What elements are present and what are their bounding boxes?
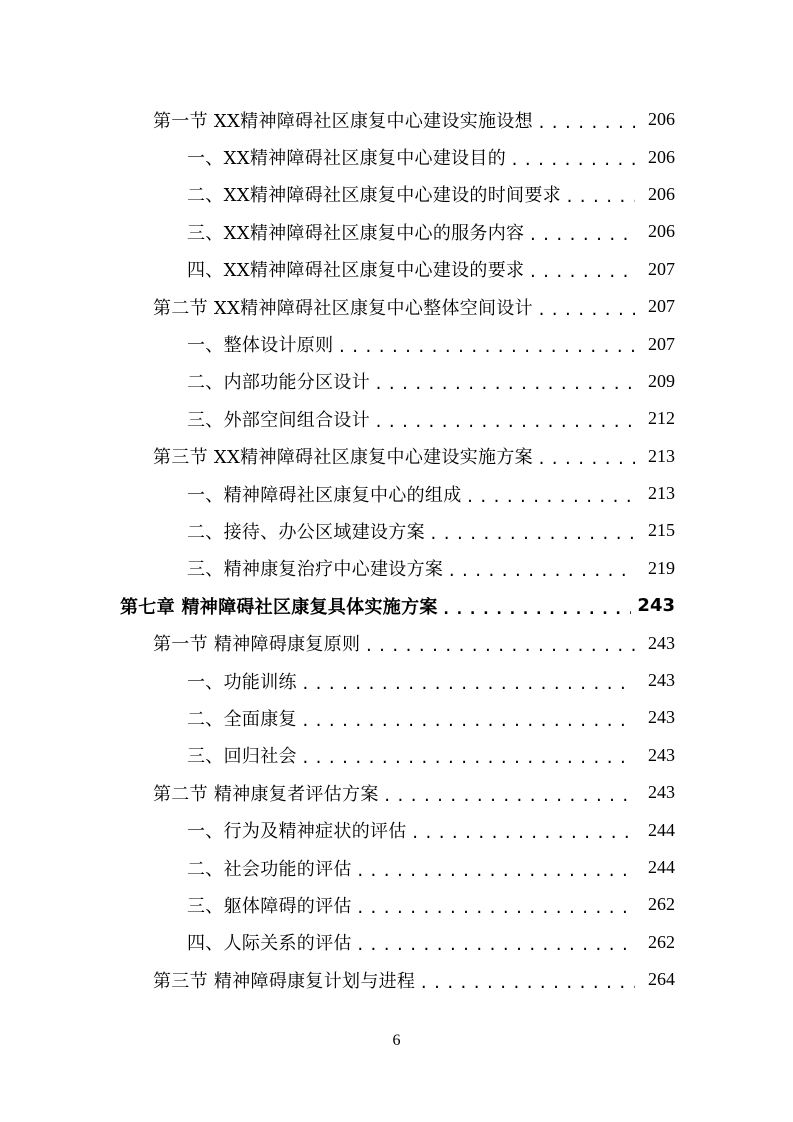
toc-entry-subsection[interactable] [0,811,793,848]
toc-entry-label: 第二节 精神康复者评估方案 [153,783,379,805]
toc-entry-section[interactable] [0,624,793,661]
toc-entry-subsection[interactable] [0,924,793,961]
toc-entry-page: 215 [648,520,675,541]
toc-entry-subsection[interactable] [0,737,793,774]
toc-entry-label: 一、整体设计原则 [187,335,334,357]
toc-leader-dots [356,862,635,880]
toc-entry-label: 第二节 XX精神障碍社区康复中心整体空间设计 [153,297,533,319]
toc-leader-dots [383,787,635,805]
toc-leader-dots [537,450,635,468]
toc-leader-dots [301,749,635,767]
toc-leader-dots [442,600,632,618]
toc-entry-section[interactable] [0,774,793,811]
toc-entry-page: 243 [637,595,675,617]
toc-entry-label: 三、躯体障碍的评估 [187,895,352,917]
toc-entry-page: 206 [648,221,675,242]
toc-leader-dots [537,114,635,132]
toc-entry-subsection[interactable] [0,138,793,175]
toc-entry-section[interactable] [0,101,793,138]
toc-entry-page: 243 [648,632,675,653]
toc-entry-label: 第七章 精神障碍社区康复具体实施方案 [120,596,438,618]
toc-leader-dots [466,488,636,506]
toc-leader-dots [447,562,635,580]
toc-entry-label: 一、精神障碍社区康复中心的组成 [187,484,462,506]
toc-entry-label: 第三节 精神障碍康复计划与进程 [153,970,416,992]
toc-entry-page: 207 [648,258,675,279]
toc-entry-chapter[interactable] [0,587,793,624]
toc-entry-page: 212 [648,408,675,429]
table-of-contents [0,101,793,998]
toc-entry-label: 第三节 XX精神障碍社区康复中心建设实施方案 [153,447,533,469]
toc-entry-subsection[interactable] [0,550,793,587]
toc-entry-subsection[interactable] [0,662,793,699]
toc-entry-page: 206 [648,109,675,130]
toc-entry-page: 206 [648,183,675,204]
toc-entry-label: 第一节 精神障碍康复原则 [153,634,361,656]
toc-entry-section[interactable] [0,961,793,998]
toc-entry-page: 207 [648,333,675,354]
toc-entry-page: 206 [648,146,675,167]
toc-leader-dots [374,375,635,393]
toc-leader-dots [528,263,635,281]
toc-entry-label: 一、功能训练 [187,671,297,693]
toc-entry-page: 243 [648,744,675,765]
toc-leader-dots [510,151,635,169]
toc-entry-label: 第一节 XX精神障碍社区康复中心建设实施设想 [153,110,533,132]
toc-leader-dots [411,824,635,842]
toc-entry-page: 264 [648,969,675,990]
toc-leader-dots [301,675,635,693]
toc-entry-label: 二、全面康复 [187,708,297,730]
toc-entry-label: 一、XX精神障碍社区康复中心建设目的 [187,148,507,170]
toc-entry-subsection[interactable] [0,400,793,437]
toc-entry-subsection[interactable] [0,475,793,512]
toc-entry-page: 243 [648,782,675,803]
toc-leader-dots [337,338,635,356]
toc-leader-dots [419,974,635,992]
toc-entry-subsection[interactable] [0,325,793,362]
page-number: 6 [392,1032,401,1049]
toc-leader-dots [356,936,635,954]
toc-entry-label: 二、内部功能分区设计 [187,372,370,394]
toc-entry-section[interactable] [0,438,793,475]
toc-entry-subsection[interactable] [0,363,793,400]
toc-entry-label: 四、人际关系的评估 [187,933,352,955]
toc-leader-dots [429,525,635,543]
toc-entry-label: 二、社会功能的评估 [187,858,352,880]
toc-entry-subsection[interactable] [0,213,793,250]
toc-entry-subsection[interactable] [0,849,793,886]
toc-entry-label: 三、回归社会 [187,746,297,768]
toc-entry-page: 219 [648,557,675,578]
toc-entry-page: 243 [648,707,675,728]
toc-entry-page: 213 [648,445,675,466]
toc-entry-subsection[interactable] [0,512,793,549]
toc-leader-dots [301,712,635,730]
toc-entry-label: 二、XX精神障碍社区康复中心建设的时间要求 [187,185,561,207]
toc-entry-page: 243 [648,670,675,691]
toc-leader-dots [537,301,635,319]
toc-leader-dots [374,413,635,431]
toc-entry-page: 244 [648,819,675,840]
toc-entry-label: 二、接待、办公区域建设方案 [187,521,425,543]
toc-entry-page: 262 [648,931,675,952]
toc-entry-label: 三、外部空间组合设计 [187,409,370,431]
toc-entry-subsection[interactable] [0,251,793,288]
toc-entry-page: 244 [648,857,675,877]
toc-entry-subsection[interactable] [0,886,793,923]
toc-entry-label: 四、XX精神障碍社区康复中心建设的要求 [187,260,525,282]
toc-entry-page: 213 [648,483,675,504]
toc-entry-label: 一、行为及精神症状的评估 [187,821,407,843]
toc-entry-label: 三、XX精神障碍社区康复中心的服务内容 [187,222,525,244]
toc-entry-subsection[interactable] [0,699,793,736]
toc-entry-page: 209 [648,370,675,391]
toc-leader-dots [356,899,635,917]
toc-entry-label: 三、精神康复治疗中心建设方案 [187,559,444,581]
toc-entry-section[interactable] [0,288,793,325]
toc-entry-page: 207 [648,296,675,317]
toc-leader-dots [528,226,635,244]
toc-entry-subsection[interactable] [0,176,793,213]
toc-entry-page: 262 [648,894,675,915]
toc-leader-dots [565,188,635,206]
toc-leader-dots [364,637,635,655]
